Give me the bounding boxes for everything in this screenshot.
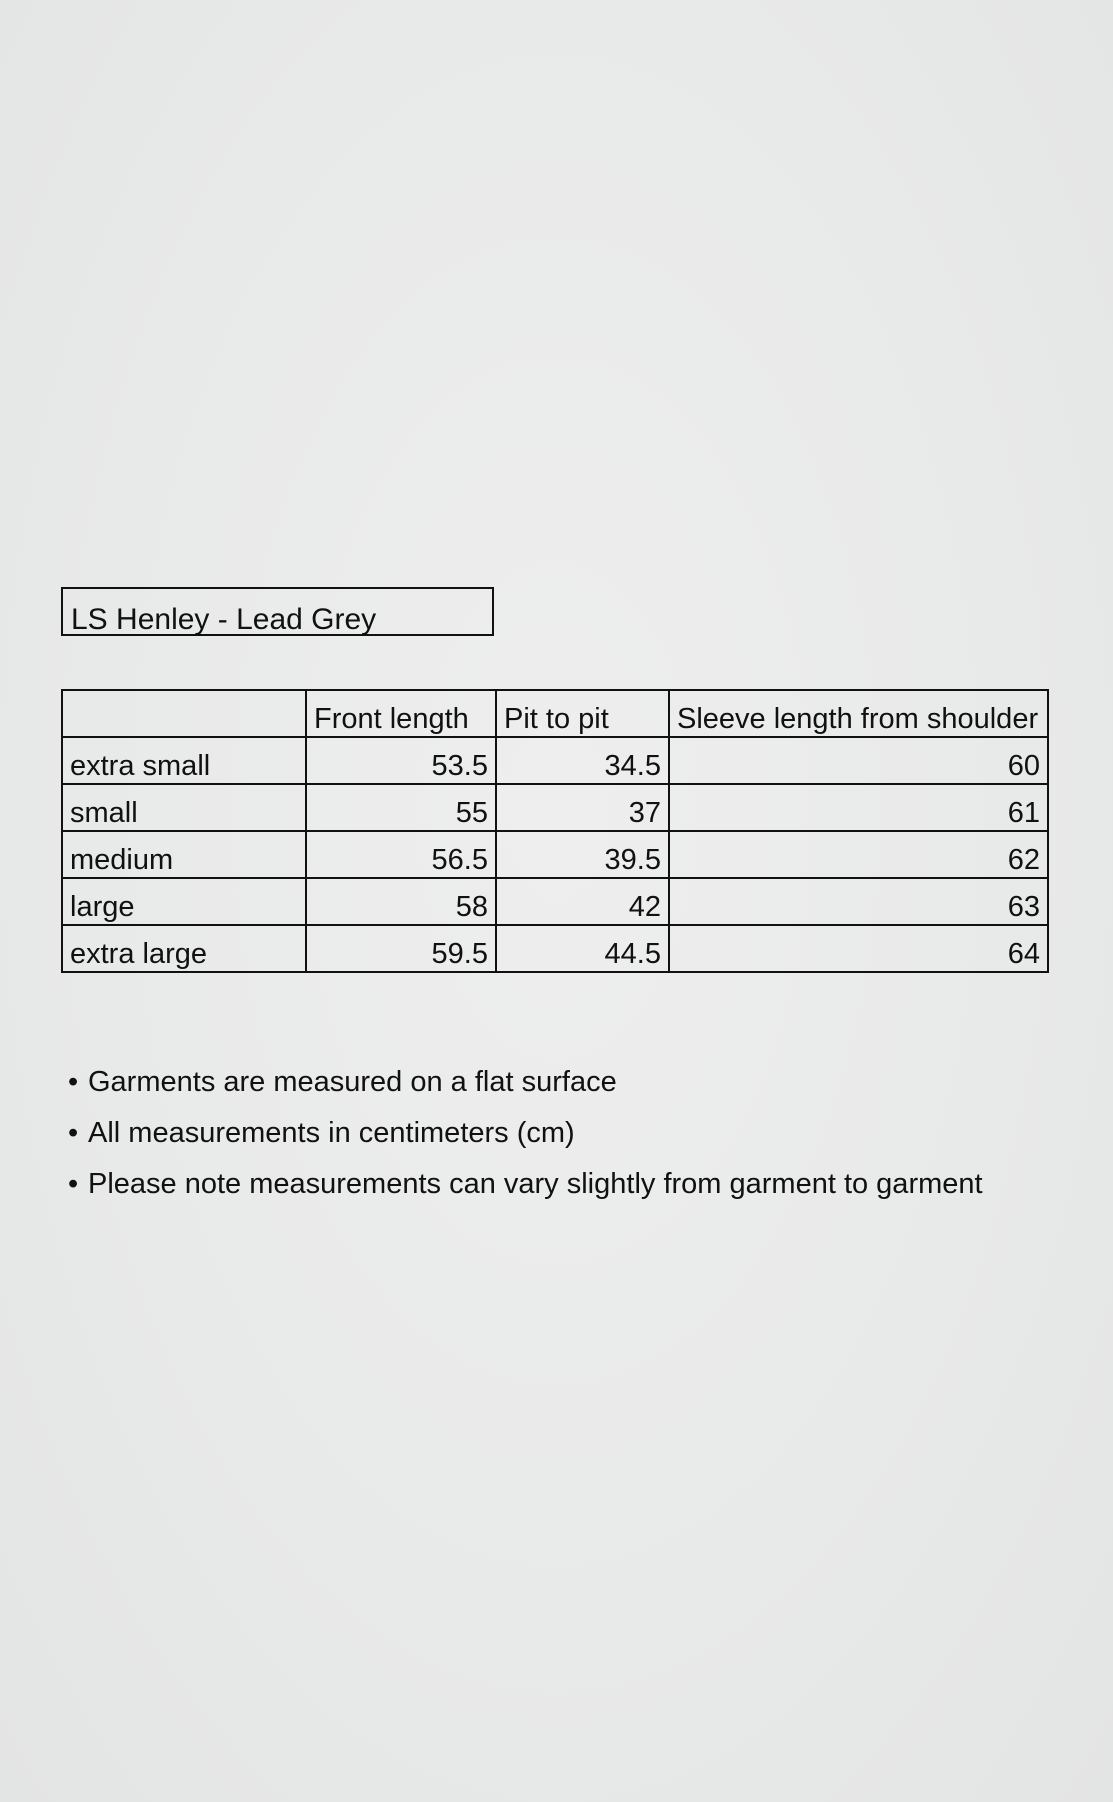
header-pit-to-pit: Pit to pit (496, 690, 669, 737)
pit-to-pit-value: 42 (496, 878, 669, 925)
bullet-icon: • (68, 1066, 79, 1098)
bullet-icon: • (68, 1117, 79, 1149)
front-length-value: 58 (306, 878, 496, 925)
size-chart-table (61, 689, 1049, 973)
sleeve-length-value: 61 (669, 784, 1048, 831)
pit-to-pit-value: 37 (496, 784, 669, 831)
size-label: extra small (62, 737, 306, 784)
note-item (68, 1113, 983, 1164)
table-row (62, 784, 1048, 831)
header-front-length: Front length (306, 690, 496, 737)
table-row (62, 831, 1048, 878)
front-length-value: 59.5 (306, 925, 496, 972)
size-label: medium (62, 831, 306, 878)
measurement-notes (68, 1062, 983, 1215)
front-length-value: 55 (306, 784, 496, 831)
note-text: Please note measurements can vary slightly from garment to garment (88, 1168, 983, 1200)
size-label: extra large (62, 925, 306, 972)
sleeve-length-value: 60 (669, 737, 1048, 784)
table-row (62, 878, 1048, 925)
table-row (62, 737, 1048, 784)
front-length-value: 53.5 (306, 737, 496, 784)
sleeve-length-value: 62 (669, 831, 1048, 878)
sleeve-length-value: 63 (669, 878, 1048, 925)
header-sleeve-length: Sleeve length from shoulder (669, 690, 1048, 737)
pit-to-pit-value: 44.5 (496, 925, 669, 972)
note-text: Garments are measured on a flat surface (88, 1066, 617, 1098)
sleeve-length-value: 64 (669, 925, 1048, 972)
size-label: small (62, 784, 306, 831)
header-corner-cell (62, 690, 306, 737)
note-text: All measurements in centimeters (cm) (88, 1117, 575, 1149)
bullet-icon: • (68, 1168, 79, 1200)
note-item (68, 1062, 983, 1113)
note-item (68, 1164, 983, 1215)
pit-to-pit-value: 39.5 (496, 831, 669, 878)
size-label: large (62, 878, 306, 925)
pit-to-pit-value: 34.5 (496, 737, 669, 784)
table-row (62, 925, 1048, 972)
document-title: LS Henley - Lead Grey (61, 587, 494, 636)
front-length-value: 56.5 (306, 831, 496, 878)
table-header-row (62, 690, 1048, 737)
